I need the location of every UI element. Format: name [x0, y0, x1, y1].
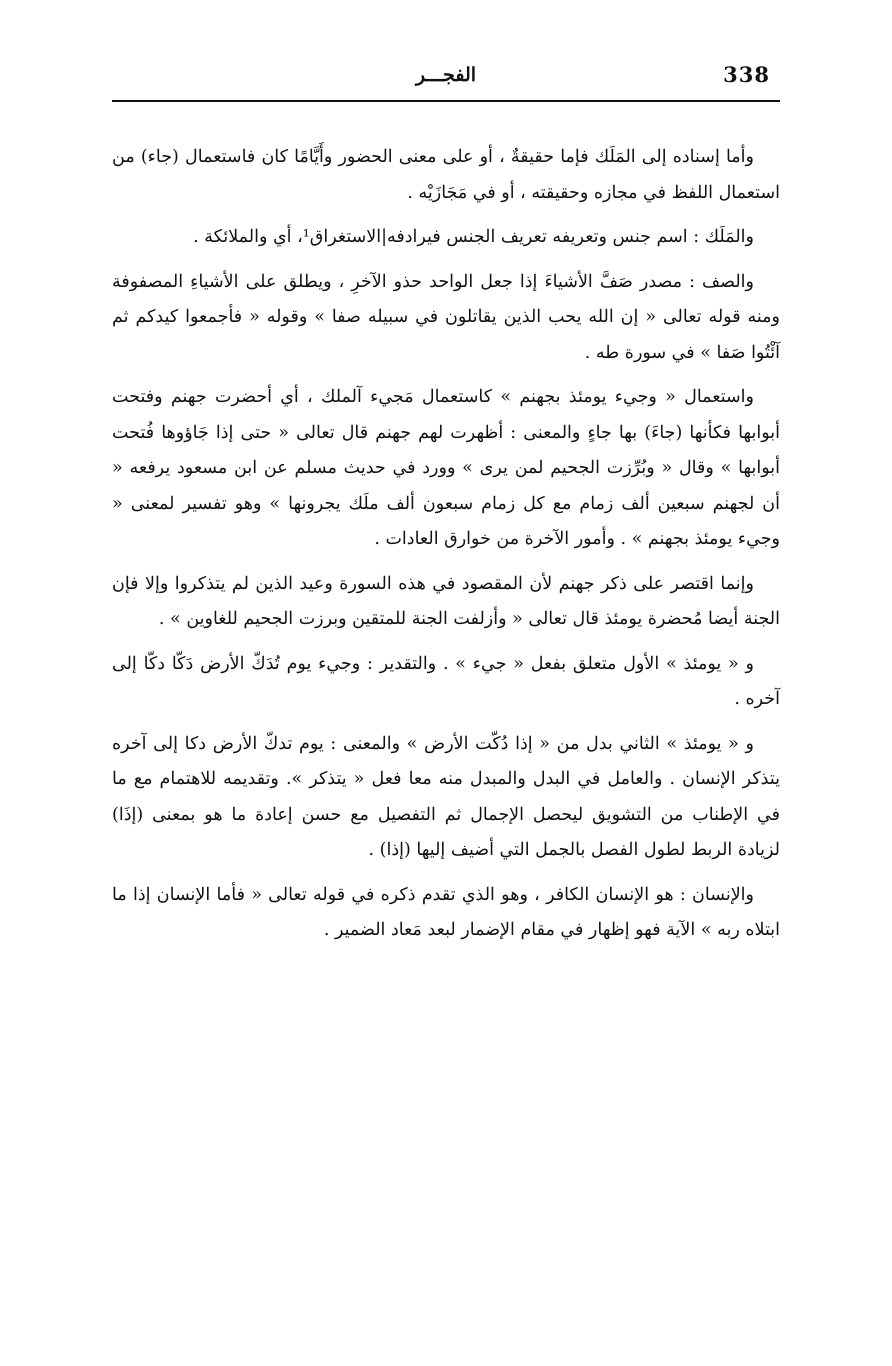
paragraph-first-yawmaidhin: و « يومئذ » الأول متعلق بفعل « جيء » . والتقدير : وجيء يوم تُدَكّ الأرض دَكّا دكّا إلى آخره .: [112, 653, 780, 709]
paragraph-human: والإنسان : هو الإنسان الكافر ، وهو الذي تقدم ذكره في قوله تعالى « فأما الإنسان إذا ما ابتلاه ربه » الآية فهو إظهار في مقام الإضمار لبعد مَعاد الضمير .: [112, 884, 780, 940]
paragraph-hell-brought: واستعمال « وجيء يومئذ بجهنم » كاستعمال مَجيء آلملك ، أي أحضرت جهنم وفتحت أبوابها فكأنها (جاءَ) بها جاءٍ والمعنى : أظهرت لهم جهنم قال تعالى « حتى إذا جَاؤوها فُتحت أبوابها » وقال « وبُرِّزت الجحيم لمن يرى » وورد في حديث مسلم عن ابن مسعود يرفعه « أن لجهنم سبعين ألف زمام مع كل زمام سبعون ألف ملَك يجرونها » وهو تفسير لمعنى « وجيء يومئذ بجهنم » . وأمور الآخرة من خوارق العادات .: [112, 387, 780, 549]
paragraph-hell-only: وإنما اقتصر على ذكر جهنم لأن المقصود في هذه السورة وعيد الذين لم يتذكروا وإلا فإن الجنة أيضا مُحضرة يومئذ قال تعالى « وأزلفت الجنة للمتقين وبرزت الجحيم للغاوين » .: [112, 573, 780, 629]
paragraph-angel-definition: والمَلَك : اسم جنس وتعريفه تعريف الجنس فيرادفه|الاستغراق¹، أي والملائكة .: [193, 227, 754, 247]
paragraph-rank-definition: والصف : مصدر صَفَّ الأشياءَ إذا جعل الواحد حذو الآخرِ ، ويطلق على الأشياءِ المصفوفة ومنه قوله تعالى « إن الله يحب الذين يقاتلون في سبيله صفا » وقوله « فأجمعوا كيدكم ثم آئْتُوا صَفا » في سورة طه .: [112, 271, 780, 363]
paragraph-angel-attribution: وأما إسناده إلى المَلَك فإما حقيقةٌ ، أو على معنى الحضور وأَيَّامًا كان فاستعمال (جاء) من استعمال اللفظ في مجازه وحقيقته ، أو في مَجَازَيْه .: [112, 147, 780, 203]
page-body: [112, 140, 780, 958]
running-head: الفجـــر: [415, 64, 477, 86]
paragraph-second-yawmaidhin: و « يومئذ » الثاني بدل من « إذا دُكّت الأرض » والمعنى : يوم تدكّ الأرض دكا إلى آخره يتذكر الإنسان . والعامل في البدل والمبدل منه معا فعل « يتذكر ». وتقديمه للاهتمام مع ما في الإطناب من التشويق ليحصل الإجمال ثم التفصيل مع حسن إعادة ما هو بمعنى (إذَا) لزيادة الربط لطول الفصل بالجمل التي أضيف إليها (إذا) .: [112, 733, 780, 860]
page-number: 338: [723, 62, 770, 87]
page-header: [112, 52, 780, 102]
